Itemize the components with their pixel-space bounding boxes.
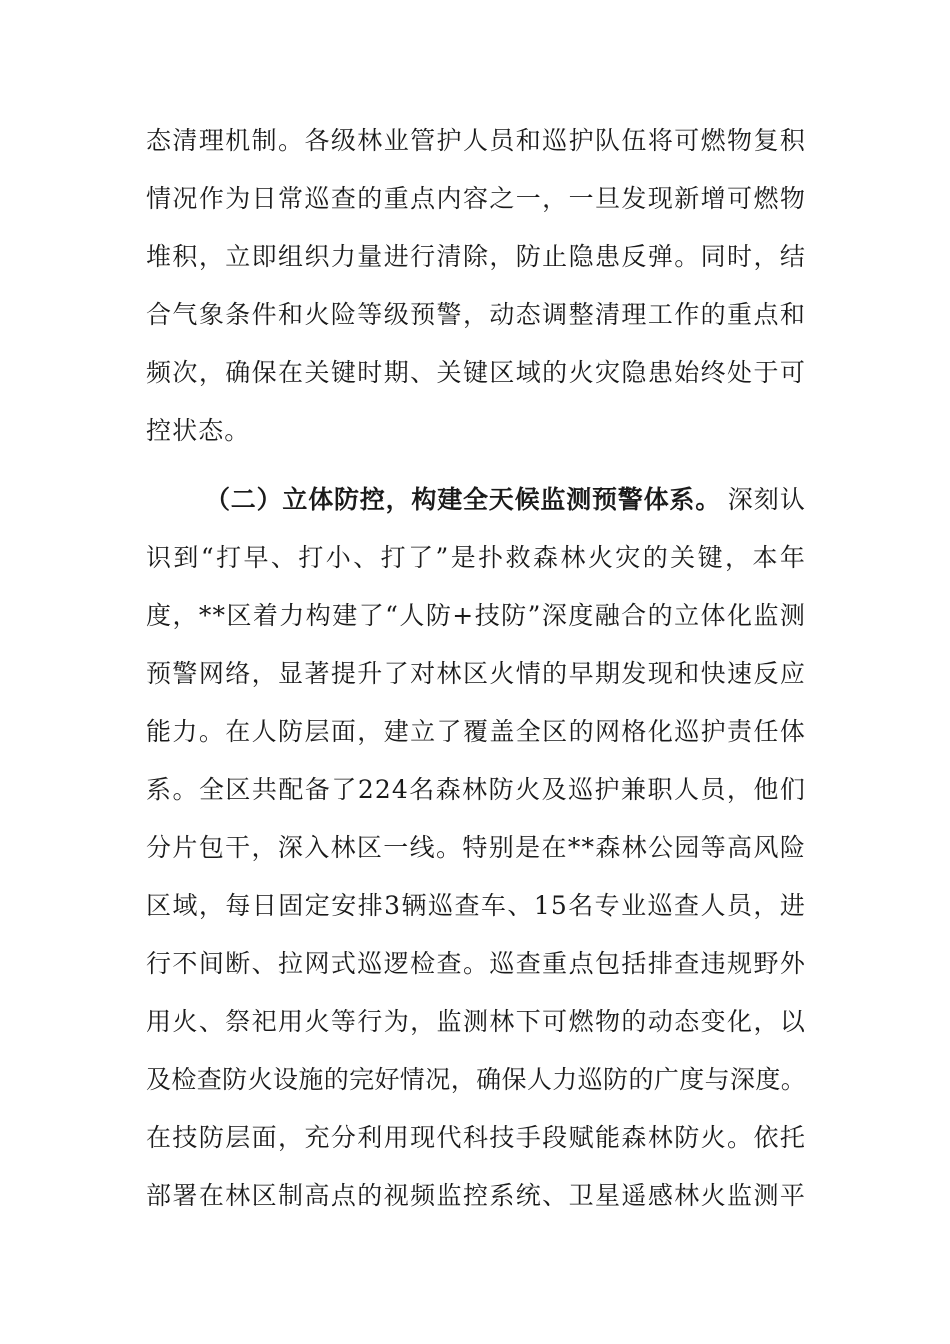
- section-heading: （二）立体防控，构建全天候监测预警体系。: [205, 485, 722, 514]
- paragraph-line: 识到“打早、打小、打了”是扑救森林火灾的关键，本年: [146, 543, 806, 572]
- paragraph-line: 能力。在人防层面，建立了覆盖全区的网格化巡护责任体: [146, 717, 806, 746]
- section-heading-line: [205, 480, 806, 520]
- paragraph-line: 分片包干，深入林区一线。特别是在**森林公园等高风险: [146, 833, 806, 862]
- paragraph-line: 预警网络，显著提升了对林区火情的早期发现和快速反应: [146, 659, 806, 688]
- paragraph-line: 度，**区着力构建了“人防+技防”深度融合的立体化监测: [146, 601, 806, 630]
- paragraph-line: 控状态。: [146, 416, 251, 445]
- paragraph-line: 堆积，立即组织力量进行清除，防止隐患反弹。同时，结: [146, 242, 806, 271]
- paragraph-line: 区域，每日固定安排3辆巡查车、15名专业巡查人员，进: [146, 891, 806, 920]
- paragraph-line: 系。全区共配备了224名森林防火及巡护兼职人员，他们: [146, 775, 806, 804]
- paragraph-line: 合气象条件和火险等级预警，动态调整清理工作的重点和: [146, 300, 806, 329]
- paragraph-line: 用火、祭祀用火等行为，监测林下可燃物的动态变化，以: [146, 1007, 806, 1036]
- heading-line-rest: 深刻认: [727, 485, 806, 514]
- paragraph-line: 态清理机制。各级林业管护人员和巡护队伍将可燃物复积: [146, 126, 806, 155]
- paragraph-line: 部署在林区制高点的视频监控系统、卫星遥感林火监测平: [146, 1181, 806, 1210]
- paragraph-line: 情况作为日常巡查的重点内容之一，一旦发现新增可燃物: [146, 184, 806, 213]
- paragraph-line: 及检查防火设施的完好情况，确保人力巡防的广度与深度。: [146, 1065, 806, 1094]
- paragraph-line: 在技防层面，充分利用现代科技手段赋能森林防火。依托: [146, 1123, 806, 1152]
- paragraph-line: 频次，确保在关键时期、关键区域的火灾隐患始终处于可: [146, 358, 806, 387]
- paragraph-line: 行不间断、拉网式巡逻检查。巡查重点包括排查违规野外: [146, 949, 806, 978]
